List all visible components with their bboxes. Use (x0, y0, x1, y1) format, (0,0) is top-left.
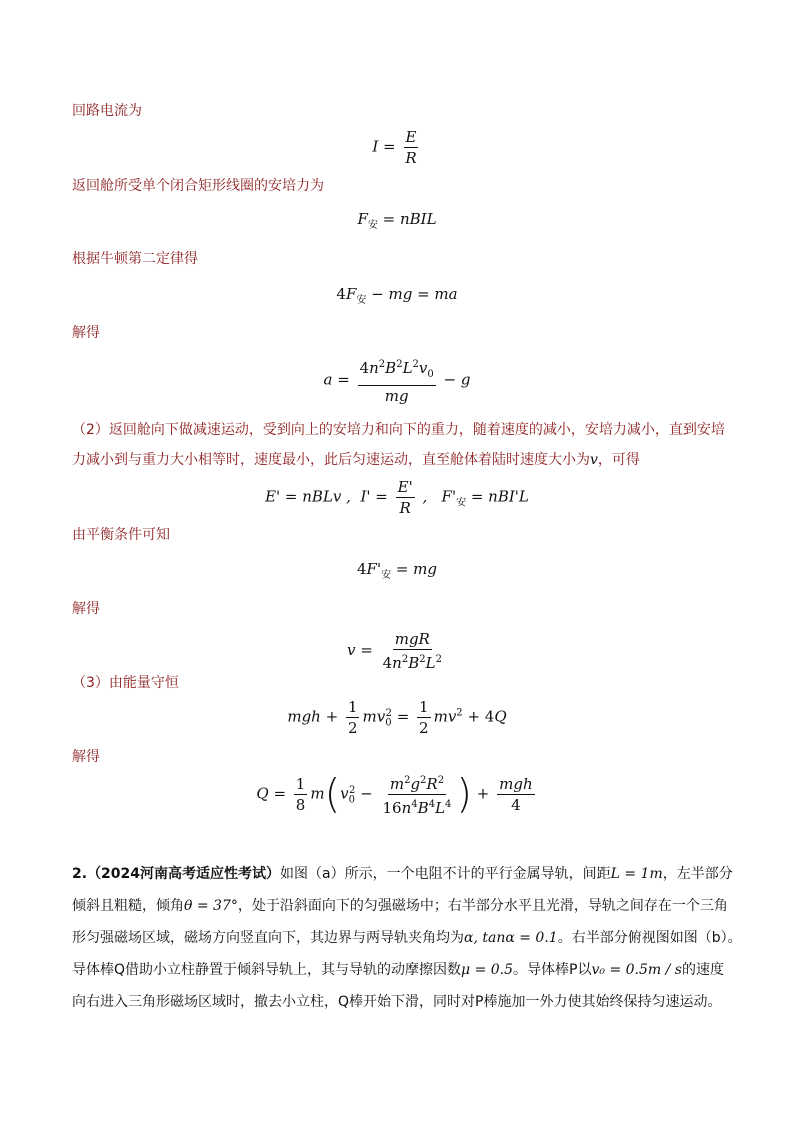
equation-newton: $4F_安$ − mg = ma (336, 285, 458, 306)
question-line-2: 倾斜且粗糙，倾角θ = 37°，处于沿斜面向下的匀强磁场中；右半部分水平且光滑，导轨之间存在一个三角 (72, 898, 728, 914)
equation-current: I = $\frac{E}{R}$ (372, 128, 417, 167)
text-ampere-force: 返回舱所受单个闭合矩形线圈的安培力为 (72, 178, 324, 194)
text-part2-line2: 力减小到与重力大小相等时，速度最小，此后匀速运动，直至舱体着陆时速度大小为v，可得 (72, 452, 640, 468)
question-line-1: 2.（2024河南高考适应性考试）如图（a）所示，一个电阻不计的平行金属导轨，间距L = 1m，左半部分 (72, 866, 733, 882)
equation-ampere-force: $F_安$ = nBIL (357, 210, 437, 231)
text-current: 回路电流为 (72, 103, 142, 119)
question-number: 2. (72, 866, 88, 882)
equation-heat: Q = $\frac{1}{8}$ $m(v_0^2$ − $\frac{m^2g^2R^2}{16n^4B^4L^4}$ ) + $\frac{\text{mgh}}{4}$ (256, 771, 533, 818)
text-solve-2: 解得 (72, 601, 100, 617)
question-2 (72, 858, 742, 1018)
question-line-3: 形匀强磁场区域，磁场方向竖直向下，其边界与两导轨夹角均为α, tanα = 0.1。右半部分俯视图如图（b）。 (72, 930, 742, 946)
text-part3: （3）由能量守恒 (72, 675, 179, 691)
question-line-5: 向右进入三角形磁场区域时，撤去小立柱，Q棒开始下滑，同时对P棒施加一外力使其始终保持匀速运动。 (72, 994, 722, 1010)
equation-velocity: v = $\frac{\text{mgR}}{4n^2B^2L^2}$ (347, 630, 442, 672)
text-solve-1: 解得 (72, 325, 100, 341)
equation-energy: mgh + $\frac{1}{2}$ $mv_0^2$ = $\frac{1}{2}$ $mv^2 + 4Q$ (287, 698, 507, 737)
text-part2-line1: （2）返回舱向下做减速运动，受到向上的安培力和向下的重力，随着速度的减小，安培力减小，直到安培 (72, 422, 725, 438)
text-newton: 根据牛顿第二定律得 (72, 251, 198, 267)
question-source: （2024河南高考适应性考试） (87, 866, 281, 882)
equation-acceleration: a = $\frac{4n^2B^2L^2v_0}{mg}$ − g (0, 356, 794, 405)
text-solve-3: 解得 (72, 749, 100, 765)
subscript-an: 安 (367, 220, 378, 231)
question-line-4: 导体棒Q借助小立柱静置于倾斜导轨上，其与导轨的动摩擦因数μ = 0.5。导体棒P以v₀ = 0.5m / s的速度 (72, 962, 724, 978)
equation-equilibrium: $4F'_安$ = mg (356, 560, 437, 581)
text-equilibrium: 由平衡条件可知 (72, 527, 170, 543)
equation-steady-state: E' = nBLv , I' = $\frac{E'}{R}$ , $F'_安 = nBI'L$ (265, 478, 529, 517)
